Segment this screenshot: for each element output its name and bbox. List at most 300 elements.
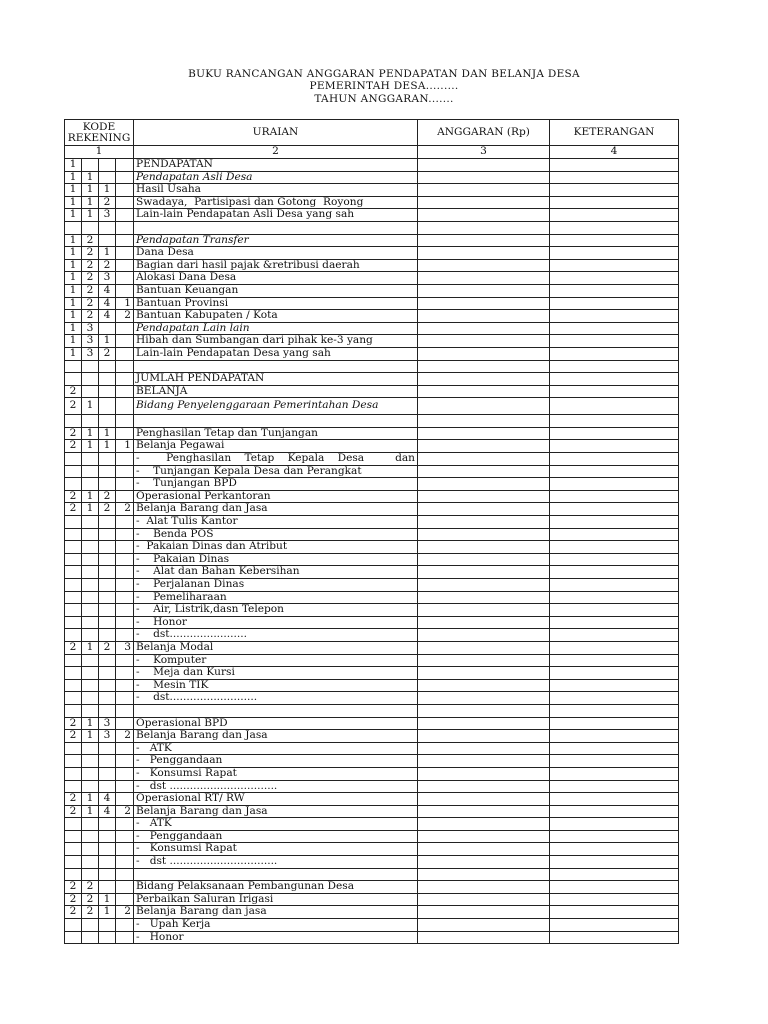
kode-level-4 (116, 453, 134, 466)
uraian-cell: Operasional Perkantoran (134, 490, 418, 503)
keterangan-cell (550, 906, 679, 919)
uraian-cell: - Alat dan Bahan Kebersihan (134, 566, 418, 579)
kode-level-3 (99, 579, 116, 592)
table-row (65, 830, 679, 843)
kode-level-1: 1 (65, 310, 82, 323)
kode-level-1 (65, 604, 82, 617)
keterangan-cell (550, 591, 679, 604)
uraian-cell: Dana Desa (134, 247, 418, 260)
header-uraian: URAIAN (134, 120, 418, 146)
kode-level-1: 2 (65, 503, 82, 516)
anggaran-cell (418, 490, 550, 503)
table-row (65, 579, 679, 592)
kode-level-1: 1 (65, 272, 82, 285)
kode-level-3 (99, 360, 116, 373)
kode-level-1 (65, 221, 82, 234)
table-row (65, 478, 679, 491)
keterangan-cell (550, 541, 679, 554)
keterangan-cell (550, 692, 679, 705)
anggaran-cell (418, 398, 550, 415)
kode-level-3 (99, 553, 116, 566)
table-row (65, 541, 679, 554)
kode-level-2 (82, 742, 99, 755)
uraian-cell: - Konsumsi Rapat (134, 767, 418, 780)
kode-level-3: 3 (99, 730, 116, 743)
uraian-cell: Alokasi Dana Desa (134, 272, 418, 285)
uraian-cell: - Penggandaan (134, 830, 418, 843)
kode-level-2 (82, 667, 99, 680)
table-header-row (65, 120, 679, 146)
kode-level-1: 1 (65, 171, 82, 184)
kode-level-2 (82, 566, 99, 579)
kode-level-2 (82, 868, 99, 881)
keterangan-cell (550, 629, 679, 642)
table-row (65, 730, 679, 743)
kode-level-1: 1 (65, 159, 82, 172)
kode-level-3 (99, 767, 116, 780)
anggaran-cell (418, 415, 550, 428)
kode-level-2: 1 (82, 490, 99, 503)
anggaran-cell (418, 793, 550, 806)
kode-level-2 (82, 528, 99, 541)
table-row (65, 780, 679, 793)
kode-level-4 (116, 919, 134, 932)
keterangan-cell (550, 843, 679, 856)
anggaran-cell (418, 704, 550, 717)
kode-level-3: 3 (99, 717, 116, 730)
kode-level-3 (99, 385, 116, 398)
keterangan-cell (550, 528, 679, 541)
kode-level-4 (116, 692, 134, 705)
kode-level-4 (116, 159, 134, 172)
header-anggaran: ANGGARAN (Rp) (418, 120, 550, 146)
kode-level-4 (116, 793, 134, 806)
kode-level-4 (116, 360, 134, 373)
anggaran-cell (418, 465, 550, 478)
kode-level-1 (65, 541, 82, 554)
uraian-cell: Pendapatan Transfer (134, 234, 418, 247)
keterangan-cell (550, 465, 679, 478)
kode-level-1 (65, 478, 82, 491)
table-row (65, 427, 679, 440)
kode-level-1: 2 (65, 641, 82, 654)
kode-level-2 (82, 830, 99, 843)
kode-level-1: 1 (65, 284, 82, 297)
anggaran-cell (418, 335, 550, 348)
keterangan-cell (550, 742, 679, 755)
table-row (65, 385, 679, 398)
kode-level-3 (99, 780, 116, 793)
uraian-cell: Operasional RT/ RW (134, 793, 418, 806)
anggaran-cell (418, 478, 550, 491)
kode-level-1 (65, 818, 82, 831)
uraian-cell: - dst.......................... (134, 692, 418, 705)
anggaran-cell (418, 818, 550, 831)
keterangan-cell (550, 234, 679, 247)
anggaran-cell (418, 566, 550, 579)
kode-level-3: 4 (99, 805, 116, 818)
kode-level-2 (82, 385, 99, 398)
keterangan-cell (550, 793, 679, 806)
anggaran-cell (418, 347, 550, 360)
kode-level-3 (99, 373, 116, 386)
kode-level-3 (99, 654, 116, 667)
keterangan-cell (550, 730, 679, 743)
uraian-cell: - Alat Tulis Kantor (134, 516, 418, 529)
table-row (65, 805, 679, 818)
uraian-cell: Bantuan Keuangan (134, 284, 418, 297)
kode-level-4 (116, 830, 134, 843)
document-subtitle-year: TAHUN ANGGARAN....... (314, 93, 454, 105)
keterangan-cell (550, 579, 679, 592)
uraian-cell: Pendapatan Lain lain (134, 322, 418, 335)
kode-level-3: 2 (99, 259, 116, 272)
uraian-cell: - Tunjangan Kepala Desa dan Perangkat (134, 465, 418, 478)
anggaran-cell (418, 385, 550, 398)
kode-level-3: 1 (99, 427, 116, 440)
anggaran-cell (418, 591, 550, 604)
kode-level-1 (65, 579, 82, 592)
kode-level-2: 2 (82, 310, 99, 323)
kode-level-2 (82, 453, 99, 466)
table-row (65, 465, 679, 478)
anggaran-cell (418, 906, 550, 919)
kode-level-1 (65, 373, 82, 386)
kode-level-2 (82, 415, 99, 428)
kode-level-1 (65, 767, 82, 780)
keterangan-cell (550, 830, 679, 843)
kode-level-1 (65, 692, 82, 705)
kode-level-2 (82, 579, 99, 592)
kode-level-1 (65, 654, 82, 667)
uraian-cell: - Pakaian Dinas (134, 553, 418, 566)
kode-level-1: 1 (65, 196, 82, 209)
uraian-cell (134, 415, 418, 428)
kode-level-1: 1 (65, 247, 82, 260)
kode-level-1 (65, 516, 82, 529)
kode-level-3: 4 (99, 297, 116, 310)
anggaran-cell (418, 528, 550, 541)
kode-level-3: 1 (99, 184, 116, 197)
table-row (65, 440, 679, 453)
kode-level-1: 2 (65, 805, 82, 818)
kode-level-1: 1 (65, 335, 82, 348)
uraian-cell (134, 221, 418, 234)
anggaran-cell (418, 641, 550, 654)
anggaran-cell (418, 780, 550, 793)
kode-level-4: 2 (116, 805, 134, 818)
keterangan-cell (550, 478, 679, 491)
keterangan-cell (550, 440, 679, 453)
table-row (65, 704, 679, 717)
kode-level-4 (116, 478, 134, 491)
keterangan-cell (550, 398, 679, 415)
kode-level-2 (82, 553, 99, 566)
kode-level-2 (82, 856, 99, 869)
kode-level-2 (82, 931, 99, 944)
kode-level-4 (116, 629, 134, 642)
uraian-cell: - Air, Listrik,dasn Telepon (134, 604, 418, 617)
kode-level-1: 1 (65, 297, 82, 310)
table-row (65, 881, 679, 894)
kode-level-3 (99, 830, 116, 843)
kode-level-3 (99, 818, 116, 831)
kode-level-4: 1 (116, 440, 134, 453)
kode-level-4 (116, 335, 134, 348)
kode-level-1 (65, 679, 82, 692)
kode-level-3 (99, 415, 116, 428)
kode-level-1: 1 (65, 209, 82, 222)
kode-level-2: 2 (82, 272, 99, 285)
kode-level-3: 2 (99, 490, 116, 503)
anggaran-cell (418, 843, 550, 856)
kode-level-2 (82, 478, 99, 491)
kode-level-1: 2 (65, 717, 82, 730)
kode-level-3: 2 (99, 347, 116, 360)
kode-level-3: 1 (99, 247, 116, 260)
keterangan-cell (550, 755, 679, 768)
table-row (65, 654, 679, 667)
keterangan-cell (550, 641, 679, 654)
table-row (65, 322, 679, 335)
keterangan-cell (550, 679, 679, 692)
anggaran-cell (418, 579, 550, 592)
keterangan-cell (550, 415, 679, 428)
uraian-cell (134, 360, 418, 373)
kode-level-4 (116, 398, 134, 415)
kode-level-2 (82, 692, 99, 705)
kode-level-3 (99, 566, 116, 579)
anggaran-cell (418, 717, 550, 730)
table-row (65, 692, 679, 705)
anggaran-cell (418, 616, 550, 629)
kode-level-4 (116, 284, 134, 297)
uraian-cell: Belanja Barang dan Jasa (134, 503, 418, 516)
table-row (65, 755, 679, 768)
kode-level-1: 2 (65, 793, 82, 806)
kode-level-3 (99, 234, 116, 247)
kode-level-4 (116, 780, 134, 793)
keterangan-cell (550, 566, 679, 579)
kode-level-1: 1 (65, 234, 82, 247)
kode-level-4 (116, 654, 134, 667)
kode-level-1 (65, 453, 82, 466)
keterangan-cell (550, 893, 679, 906)
anggaran-cell (418, 184, 550, 197)
keterangan-cell (550, 284, 679, 297)
table-number-row (65, 146, 679, 159)
kode-level-2: 1 (82, 730, 99, 743)
kode-level-3 (99, 881, 116, 894)
kode-level-4 (116, 566, 134, 579)
kode-level-4: 2 (116, 906, 134, 919)
table-row (65, 171, 679, 184)
uraian-cell: Belanja Barang dan Jasa (134, 805, 418, 818)
anggaran-cell (418, 259, 550, 272)
table-row (65, 184, 679, 197)
keterangan-cell (550, 805, 679, 818)
kode-level-3 (99, 516, 116, 529)
kode-level-3: 2 (99, 503, 116, 516)
uraian-cell: Perbaikan Saluran Irigasi (134, 893, 418, 906)
kode-level-3 (99, 398, 116, 415)
anggaran-cell (418, 541, 550, 554)
uraian-cell: Operasional BPD (134, 717, 418, 730)
uraian-cell: Hibah dan Sumbangan dari pihak ke-3 yang (134, 335, 418, 348)
anggaran-cell (418, 654, 550, 667)
uraian-cell: Bidang Penyelenggaraan Pemerintahan Desa (134, 398, 418, 415)
table-row (65, 843, 679, 856)
table-row (65, 221, 679, 234)
keterangan-cell (550, 919, 679, 932)
uraian-cell: - Mesin TIK (134, 679, 418, 692)
kode-level-1: 2 (65, 730, 82, 743)
table-row (65, 641, 679, 654)
keterangan-cell (550, 856, 679, 869)
kode-level-4: 1 (116, 297, 134, 310)
keterangan-cell (550, 780, 679, 793)
kode-level-4 (116, 516, 134, 529)
kode-level-4 (116, 679, 134, 692)
kode-level-1 (65, 616, 82, 629)
kode-level-4 (116, 490, 134, 503)
keterangan-cell (550, 373, 679, 386)
kode-level-3: 1 (99, 906, 116, 919)
kode-level-4 (116, 171, 134, 184)
kode-level-4 (116, 868, 134, 881)
kode-level-4 (116, 528, 134, 541)
kode-level-1: 2 (65, 398, 82, 415)
kode-level-4 (116, 184, 134, 197)
kode-level-4 (116, 385, 134, 398)
anggaran-cell (418, 919, 550, 932)
keterangan-cell (550, 322, 679, 335)
kode-level-1 (65, 704, 82, 717)
keterangan-cell (550, 490, 679, 503)
uraian-cell: - Meja dan Kursi (134, 667, 418, 680)
document-subtitle-village: PEMERINTAH DESA......... (309, 80, 459, 92)
kode-level-4: 2 (116, 503, 134, 516)
kode-level-2: 1 (82, 196, 99, 209)
kode-level-2: 3 (82, 335, 99, 348)
table-row (65, 453, 679, 466)
anggaran-cell (418, 856, 550, 869)
anggaran-cell (418, 604, 550, 617)
kode-level-3 (99, 704, 116, 717)
anggaran-cell (418, 373, 550, 386)
kode-level-4 (116, 209, 134, 222)
table-row (65, 516, 679, 529)
kode-level-2: 1 (82, 793, 99, 806)
keterangan-cell (550, 171, 679, 184)
table-row (65, 742, 679, 755)
kode-level-2 (82, 843, 99, 856)
kode-level-4 (116, 704, 134, 717)
kode-level-4 (116, 196, 134, 209)
kode-level-3: 2 (99, 196, 116, 209)
kode-level-1 (65, 856, 82, 869)
uraian-cell: Swadaya, Partisipasi dan Gotong Royong (134, 196, 418, 209)
anggaran-cell (418, 159, 550, 172)
kode-level-3 (99, 931, 116, 944)
anggaran-cell (418, 171, 550, 184)
kode-level-3: 1 (99, 893, 116, 906)
kode-level-3 (99, 528, 116, 541)
uraian-cell: Belanja Barang dan jasa (134, 906, 418, 919)
kode-level-4 (116, 427, 134, 440)
keterangan-cell (550, 553, 679, 566)
kode-level-2 (82, 516, 99, 529)
keterangan-cell (550, 868, 679, 881)
keterangan-cell (550, 604, 679, 617)
table-row (65, 717, 679, 730)
uraian-cell: Pendapatan Asli Desa (134, 171, 418, 184)
kode-level-1: 2 (65, 881, 82, 894)
uraian-cell: - dst ................................ (134, 780, 418, 793)
kode-level-2: 3 (82, 322, 99, 335)
uraian-cell: - Pakaian Dinas dan Atribut (134, 541, 418, 554)
kode-level-4 (116, 373, 134, 386)
table-row (65, 793, 679, 806)
keterangan-cell (550, 767, 679, 780)
uraian-cell: - Penghasilan Tetap Kepala Desa dan (134, 453, 418, 466)
anggaran-cell (418, 297, 550, 310)
table-row (65, 415, 679, 428)
kode-level-1 (65, 755, 82, 768)
kode-level-3: 1 (99, 440, 116, 453)
kode-level-1 (65, 553, 82, 566)
keterangan-cell (550, 335, 679, 348)
table-row (65, 566, 679, 579)
kode-level-1: 1 (65, 184, 82, 197)
anggaran-cell (418, 692, 550, 705)
uraian-cell: - dst....................... (134, 629, 418, 642)
kode-level-3: 3 (99, 272, 116, 285)
kode-level-1: 1 (65, 259, 82, 272)
kode-level-3 (99, 679, 116, 692)
table-row (65, 373, 679, 386)
kode-level-2 (82, 780, 99, 793)
kode-level-3 (99, 629, 116, 642)
kode-level-2: 2 (82, 234, 99, 247)
kode-level-4 (116, 931, 134, 944)
kode-level-2: 1 (82, 184, 99, 197)
kode-level-3 (99, 919, 116, 932)
kode-level-1 (65, 830, 82, 843)
keterangan-cell (550, 196, 679, 209)
kode-level-1 (65, 360, 82, 373)
kode-level-3 (99, 616, 116, 629)
table-row (65, 284, 679, 297)
kode-level-2: 1 (82, 805, 99, 818)
table-row (65, 667, 679, 680)
anggaran-cell (418, 516, 550, 529)
kode-level-4 (116, 881, 134, 894)
kode-level-3 (99, 843, 116, 856)
kode-level-1 (65, 919, 82, 932)
uraian-cell (134, 868, 418, 881)
kode-level-2: 2 (82, 297, 99, 310)
kode-level-3 (99, 868, 116, 881)
table-row (65, 360, 679, 373)
kode-level-2 (82, 221, 99, 234)
kode-level-4 (116, 553, 134, 566)
uraian-cell: BELANJA (134, 385, 418, 398)
kode-level-1: 2 (65, 906, 82, 919)
kode-level-2 (82, 159, 99, 172)
uraian-cell: - Konsumsi Rapat (134, 843, 418, 856)
kode-level-1: 2 (65, 385, 82, 398)
